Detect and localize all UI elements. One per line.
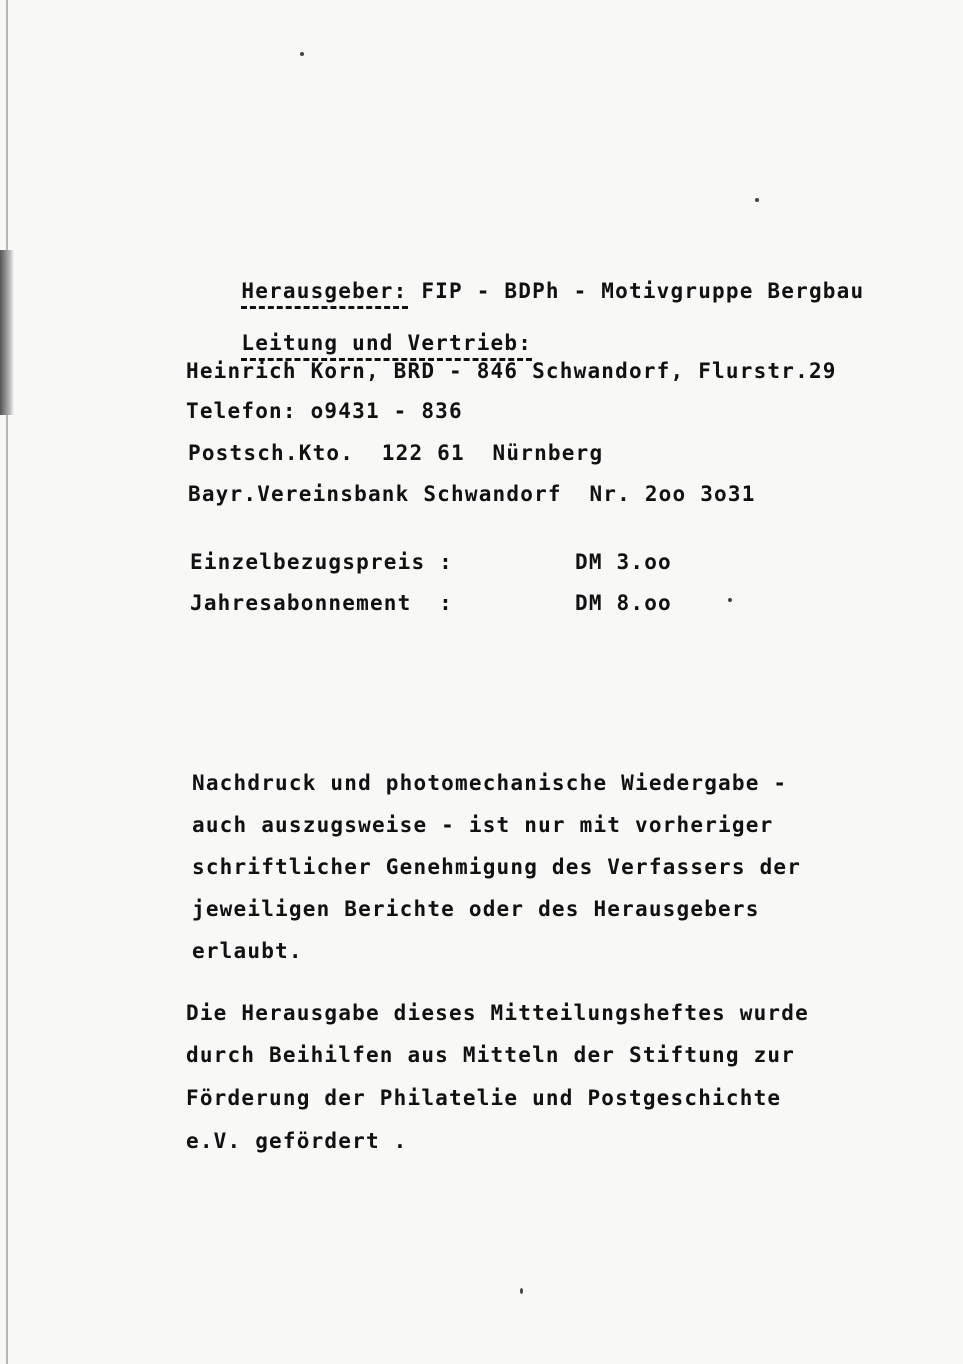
price-label-single: Einzelbezugspreis : <box>190 550 454 574</box>
price-value-single: DM 3.oo <box>575 550 672 574</box>
funding-line: Förderung der Philatelie und Postgeschichte <box>186 1086 782 1110</box>
notice-line: schriftlicher Genehmigung des Verfassers der <box>192 855 802 879</box>
scan-speck <box>520 1288 523 1294</box>
management-label: Leitung und Vertrieb: <box>241 330 532 361</box>
page-edge-shadow <box>0 250 14 415</box>
funding-line: e.V. gefördert . <box>186 1129 408 1153</box>
scan-speck <box>728 598 732 602</box>
publisher-value: FIP - BDPh - Motivgruppe Bergbau <box>407 279 865 303</box>
publisher-label: Herausgeber: <box>241 278 407 309</box>
bank-line: Bayr.Vereinsbank Schwandorf Nr. 2oo 3o31 <box>188 482 756 506</box>
notice-line: Nachdruck und photomechanische Wiedergabe - <box>192 771 788 795</box>
scan-speck <box>300 52 304 56</box>
address-line: Heinrich Korn, BRD - 846 Schwandorf, Flurstr.29 <box>186 359 837 383</box>
notice-line: jeweiligen Berichte oder des Herausgebers <box>192 897 760 921</box>
page-edge-line <box>6 0 8 1364</box>
funding-line: durch Beihilfen aus Mitteln der Stiftung zur <box>186 1043 796 1067</box>
notice-line: auch auszugsweise - ist nur mit vorheriger <box>192 813 774 837</box>
funding-line: Die Herausgabe dieses Mitteilungsheftes wurde <box>186 1001 809 1025</box>
postal-account-line: Postsch.Kto. 122 61 Nürnberg <box>188 441 604 465</box>
price-value-annual: DM 8.oo <box>575 591 672 615</box>
notice-line: erlaubt. <box>192 939 303 963</box>
price-label-annual: Jahresabonnement : <box>190 591 454 615</box>
scan-speck <box>755 198 759 202</box>
phone-line: Telefon: o9431 - 836 <box>186 399 463 423</box>
